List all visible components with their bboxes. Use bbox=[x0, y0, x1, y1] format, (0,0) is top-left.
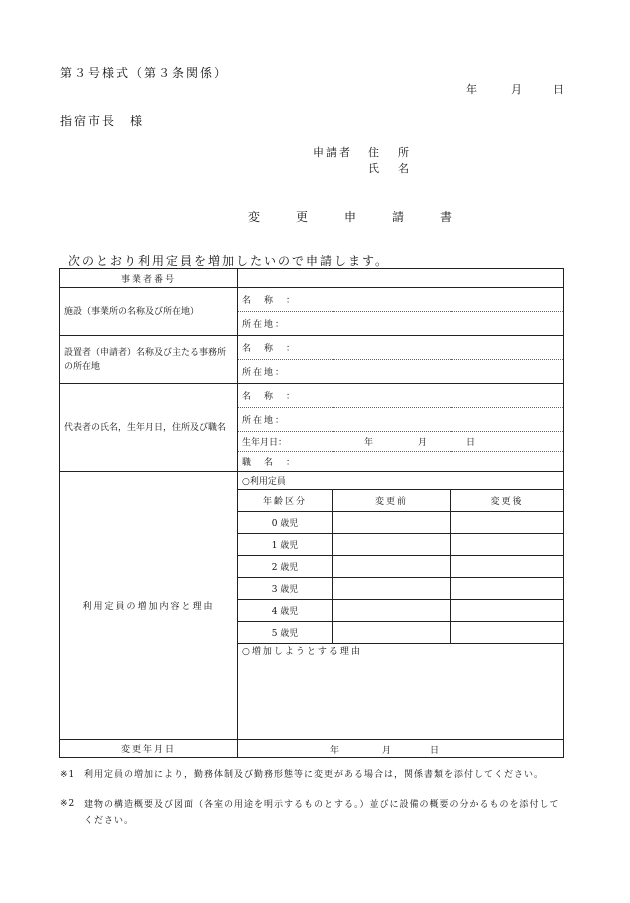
age-header: 年齢区分 bbox=[238, 490, 333, 512]
rep-birthdate-field[interactable] bbox=[238, 432, 564, 452]
rep-position-field[interactable]: 職 名 ： bbox=[238, 452, 564, 472]
facility-location-field[interactable]: 所在地： bbox=[238, 312, 564, 336]
business-number-row bbox=[60, 269, 564, 288]
note-2-text: 建物の構造概要及び図面（各室の用途を明示するものとする。）並びに設備の概要の分かるものを添付してください。 bbox=[84, 800, 560, 826]
age-0-before-input[interactable] bbox=[333, 512, 451, 534]
change-day-label: 日 bbox=[430, 746, 440, 756]
age-4-label: 4 歳児 bbox=[238, 600, 333, 622]
addressee: 指宿市長 様 bbox=[60, 114, 145, 128]
form-number: 第３号様式（第３条関係） bbox=[60, 66, 229, 80]
change-date-field[interactable] bbox=[238, 740, 564, 758]
rep-location-field[interactable]: 所在地： bbox=[238, 408, 564, 432]
note-2-mark: ※2 bbox=[60, 799, 76, 809]
birth-month-label: 月 bbox=[418, 438, 428, 448]
note-1 bbox=[60, 768, 565, 798]
business-number-boxes[interactable] bbox=[238, 269, 564, 288]
before-header: 変更前 bbox=[333, 490, 451, 512]
birth-year-label: 年 bbox=[364, 438, 374, 448]
age-1-after-input[interactable] bbox=[451, 534, 564, 556]
after-header: 変更後 bbox=[451, 490, 564, 512]
reason-input[interactable] bbox=[238, 658, 564, 740]
rep-name-field[interactable]: 名 称 ： bbox=[238, 384, 564, 408]
note-2 bbox=[60, 797, 565, 827]
age-5-after-input[interactable] bbox=[451, 622, 564, 644]
capacity-heading: ○利用定員 bbox=[238, 472, 564, 490]
note-1-mark: ※1 bbox=[60, 770, 76, 780]
representative-label: 代表者の氏名，生年月日，住所及び職名 bbox=[60, 384, 238, 472]
age-1-before-input[interactable] bbox=[333, 534, 451, 556]
age-1-label: 1 歳児 bbox=[238, 534, 333, 556]
capacity-section-label: 利用定員の増加内容と理由 bbox=[60, 472, 238, 740]
founder-name-field[interactable]: 名 称 ： bbox=[238, 336, 564, 360]
rep-name-row bbox=[60, 384, 564, 408]
intro-text: 次のとおり利用定員を増加したいので申請します。 bbox=[68, 254, 390, 268]
date-year-label: 年 bbox=[466, 83, 477, 96]
age-3-after-input[interactable] bbox=[451, 578, 564, 600]
application-table bbox=[59, 268, 564, 758]
name-label: 氏 名 bbox=[368, 162, 413, 175]
change-month-label: 月 bbox=[382, 746, 392, 756]
change-date-label: 変更年月日 bbox=[60, 740, 238, 758]
facility-name-field[interactable]: 名 称 ： bbox=[238, 288, 564, 312]
age-3-before-input[interactable] bbox=[333, 578, 451, 600]
age-3-label: 3 歳児 bbox=[238, 578, 333, 600]
founder-location-field[interactable]: 所在地： bbox=[238, 360, 564, 384]
address-label: 住 所 bbox=[368, 146, 413, 159]
change-date-row bbox=[60, 740, 564, 758]
birth-day-label: 日 bbox=[466, 438, 476, 448]
business-number-label: 事業者番号 bbox=[60, 269, 238, 288]
capacity-heading-row bbox=[60, 472, 564, 490]
founder-label: 設置者（申請者）名称及び主たる事務所の所在地 bbox=[60, 336, 238, 384]
age-4-after-input[interactable] bbox=[451, 600, 564, 622]
date-month-label: 月 bbox=[511, 83, 522, 96]
document-title: 変 更 申 請 書 bbox=[248, 210, 465, 224]
reason-heading: ○増加しようとする理由 bbox=[238, 644, 564, 658]
founder-name-row bbox=[60, 336, 564, 360]
age-5-before-input[interactable] bbox=[333, 622, 451, 644]
age-0-label: 0 歳児 bbox=[238, 512, 333, 534]
birthdate-label: 生年月日： bbox=[242, 438, 288, 448]
date-day-label: 日 bbox=[553, 83, 564, 96]
age-2-label: 2 歳児 bbox=[238, 556, 333, 578]
applicant-label: 申請者 bbox=[313, 146, 352, 159]
age-2-before-input[interactable] bbox=[333, 556, 451, 578]
age-2-after-input[interactable] bbox=[451, 556, 564, 578]
note-1-text: 利用定員の増加により，勤務体制及び勤務形態等に変更がある場合は，関係書類を添付してください。 bbox=[84, 770, 545, 780]
facility-label: 施設（事業所の名称及び所在地） bbox=[60, 288, 238, 336]
age-0-after-input[interactable] bbox=[451, 512, 564, 534]
age-5-label: 5 歳児 bbox=[238, 622, 333, 644]
change-year-label: 年 bbox=[330, 746, 340, 756]
facility-name-row bbox=[60, 288, 564, 312]
age-4-before-input[interactable] bbox=[333, 600, 451, 622]
